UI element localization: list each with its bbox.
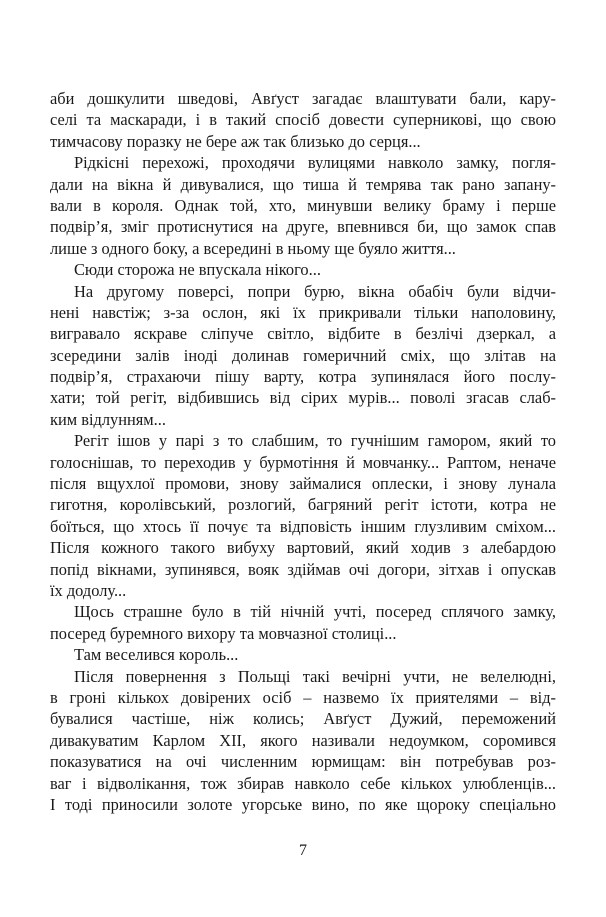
text-line: Рідкісні перехожі, проходячи вулицями навколо замку, погля-	[74, 153, 556, 173]
paragraph	[50, 644, 556, 665]
text-line: І тоді приносили золоте угорське вино, по яке щороку спеціально	[50, 794, 556, 814]
paragraph	[50, 152, 556, 259]
text-line: бувалися частіше, ніж колись; Авґуст Дужий, переможений	[50, 709, 556, 729]
text-line: На другому поверсі, попри бурю, вікна обабіч були відчи-	[74, 281, 556, 301]
text-line: голоснішав, то переходив у бурмотіння й мовчанку... Раптом, неначе	[50, 452, 556, 472]
text-line: селі та маскаради, і в такий спосіб довести суперникові, що свою	[50, 110, 556, 130]
paragraph	[50, 601, 556, 644]
text-line: попід вікнами, зупинявся, вояк здіймав очі догори, зітхав і опускав	[50, 559, 556, 579]
text-line: Після повернення з Польщі такі вечірні учти, не велелюдні,	[74, 666, 556, 686]
text-line: дали на вікна й дивувалися, що тиша й темрява так рано запану-	[50, 174, 556, 194]
text-line: вали в короля. Однак той, хто, минувши велику браму і перше	[50, 195, 556, 215]
text-line: вигравало яскраве сліпуче світло, відбите в безлічі дзеркал, а	[50, 324, 556, 344]
text-line: лише з одного боку, а всередині в ньому ще буяло життя...	[50, 238, 456, 258]
paragraph	[50, 281, 556, 431]
text-line: після вщухлої промови, знову займалися оплески, і знову лунала	[50, 474, 556, 494]
text-line: Щось страшне було в тій нічній учті, посеред сплячого замку,	[74, 602, 556, 622]
text-line: Регіт ішов у парі з то слабшим, то гучнішим гамором, який то	[74, 431, 556, 451]
text-line: хати; той регіт, відбившись від сірих мурів... поволі згасав слаб-	[50, 388, 556, 408]
text-line: нені навстіж; з-за ослон, які їх прикривали тільки наполовину,	[50, 302, 556, 322]
page-body-text	[50, 88, 556, 815]
text-line: Там веселився король...	[74, 645, 239, 665]
text-line: ваг і відволікання, тож збирав навколо себе кількох улюбленців...	[50, 773, 556, 793]
page-number: 7	[299, 842, 307, 859]
text-line: Сюди сторожа не впускала нікого...	[74, 260, 321, 280]
text-line: в гроні кількох довірених осіб – назвемо їх приятелями – від-	[50, 687, 556, 707]
text-line: подвір’я, страхаючи пішу варту, котра зупинялася його послу-	[50, 367, 556, 387]
paragraph	[50, 88, 556, 152]
text-line: тимчасову поразку не бере аж так близько до серця...	[50, 131, 421, 151]
text-line: боїться, що хтось її почує та відповість іншим глузливим сміхом...	[50, 516, 556, 536]
text-line: показуватися на очі численним юрмищам: він потребував роз-	[50, 752, 556, 772]
paragraph	[50, 430, 556, 601]
paragraph	[50, 259, 556, 280]
text-line: ким відлунням...	[50, 409, 166, 429]
text-line: гиготня, королівський, розлогий, багряний регіт істоти, котра не	[50, 495, 556, 515]
text-line: подвір’я, зміг протиснутися на друге, впевнився би, що замок спав	[50, 217, 556, 237]
paragraph	[50, 666, 556, 816]
text-line: дивакуватим Карлом XII, якого називали недоумком, соромився	[50, 730, 556, 750]
text-line: зсередини залів іноді долинав гомеричний сміх, що злітав на	[50, 345, 556, 365]
text-line: аби дошкулити шведові, Авґуст загадає влаштувати бали, кару-	[50, 89, 556, 108]
text-line: Після кожного такого вибуху вартовий, який ходив з алебардою	[50, 538, 556, 558]
text-line: їх додолу...	[50, 580, 127, 600]
text-line: посеред буремного вихору та мовчазної столиці...	[50, 623, 397, 643]
